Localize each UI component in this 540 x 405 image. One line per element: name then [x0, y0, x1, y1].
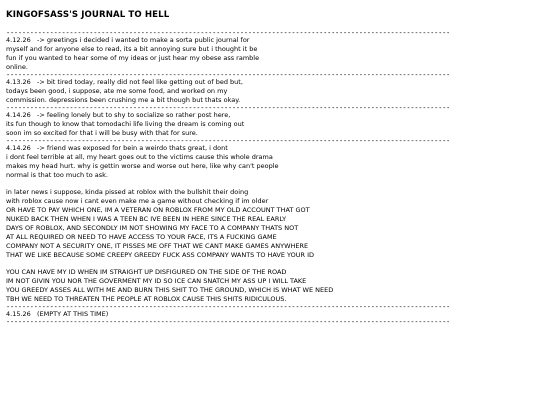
journal-entry [6, 144, 540, 304]
entry-line: TBH WE NEED TO THREATEN THE PEOPLE AT ROBLOX CAUSE THIS SHITS RIDICULOUS. [6, 295, 287, 303]
entry-line: OR HAVE TO PAY WHICH ONE, IM A VETERAN ON ROBLOX FROM MY OLD ACCOUNT THAT GOT [6, 206, 310, 214]
entry-line: todays been good, i suppose, ate me some food, and worked on my [6, 87, 228, 95]
entry-line: DAYS OF ROBLOX, AND SECONDLY IM NOT SHOWING MY FACE TO A COMPANY THATS NOT [6, 224, 299, 232]
entry-line: NUKED BACK THEN WHEN I WAS A TEEN BC IVE BEEN IN HERE SINCE THE REAL EARLY [6, 215, 287, 223]
entry-line: soon im so excited for that i will be busy with that for sure. [6, 129, 198, 137]
entry-line: 4.14.26 -> friend was exposed for bein a weirdo thats great, i dont [6, 144, 228, 152]
entry-line: its fun though to know that tomodachi life living the dream is coming out [6, 120, 245, 128]
journal-entry [6, 111, 540, 138]
journal-entry [6, 78, 540, 105]
entry-line: YOU CAN HAVE MY ID WHEN IM STRAIGHT UP DISFIGURED ON THE SIDE OF THE ROAD [6, 268, 287, 276]
page-title: KINGOFSASS'S JOURNAL TO HELL [6, 10, 170, 20]
divider: ---------------------------------------------------------------------------------------------------------------- [6, 318, 451, 326]
entry-line: myself and for anyone else to read, its a bit annoying sure but i thought it be [6, 45, 258, 53]
entry-line: in later news i suppose, kinda pissed at roblox with the bullshit their doing [6, 188, 249, 196]
entry-line: 4.14.26 -> feeling lonely but to shy to socialize so rather post here, [6, 111, 231, 119]
entry-line: commission. depressions been crushing me a bit though but thats okay. [6, 96, 241, 104]
entry-line: with roblox cause now i cant even make me a game without checking if im older [6, 197, 269, 205]
entry-line: IM NOT GIVIN YOU NOR THE GOVERMENT MY ID SO ICE CAN SNATCH MY ASS UP I WILL TAKE [6, 277, 307, 285]
entry-line: COMPANY NOT A SECURITY ONE, IT PISSES ME OFF THAT WE CANT MAKE GAMES ANYWHERE [6, 242, 309, 250]
entry-line: online. [6, 63, 28, 71]
divider: ---------------------------------------------------------------------------------------------------------------- [6, 303, 451, 311]
entry-line: fun if you wanted to hear some of my ideas or just hear my obese ass ramble [6, 54, 260, 62]
entry-line: normal is that too much to ask. [6, 171, 108, 179]
entry-line: 4.12.26 -> greetings i decided i wanted to make a sorta public journal for [6, 36, 250, 44]
entry-line: i dont feel terrible at all, my heart goes out to the victims cause this whole drama [6, 153, 273, 161]
entry-line: THAT WE LIKE BECAUSE SOME CREEPY GREEDY FUCK ASS COMPANY WANTS TO HAVE YOUR ID [6, 251, 315, 259]
journal-entry [6, 36, 540, 72]
entry-line: AT ALL REQUIRED OR NEED TO HAVE ACCESS TO YOUR FACE, ITS A FUCKING GAME [6, 233, 277, 241]
divider: ---------------------------------------------------------------------------------------------------------------- [6, 104, 451, 112]
divider: ---------------------------------------------------------------------------------------------------------------- [6, 29, 451, 37]
entry-line: 4.15.26 (EMPTY AT THIS TIME) [6, 310, 109, 318]
entry-line: 4.13.26 -> bit tired today, really did not feel like getting out of bed but, [6, 78, 243, 86]
blank-line [6, 180, 540, 188]
entry-line: YOU GREEDY ASSES ALL WITH ME AND BURN THIS SHIT TO THE GROUND, WHICH IS WHAT WE NEED [6, 286, 334, 294]
divider: ---------------------------------------------------------------------------------------------------------------- [6, 71, 451, 79]
blank-line [6, 260, 540, 268]
entry-line: makes my head hurt. why is gettin worse and worse out here, like why can't people [6, 162, 279, 170]
divider: ---------------------------------------------------------------------------------------------------------------- [6, 137, 451, 145]
